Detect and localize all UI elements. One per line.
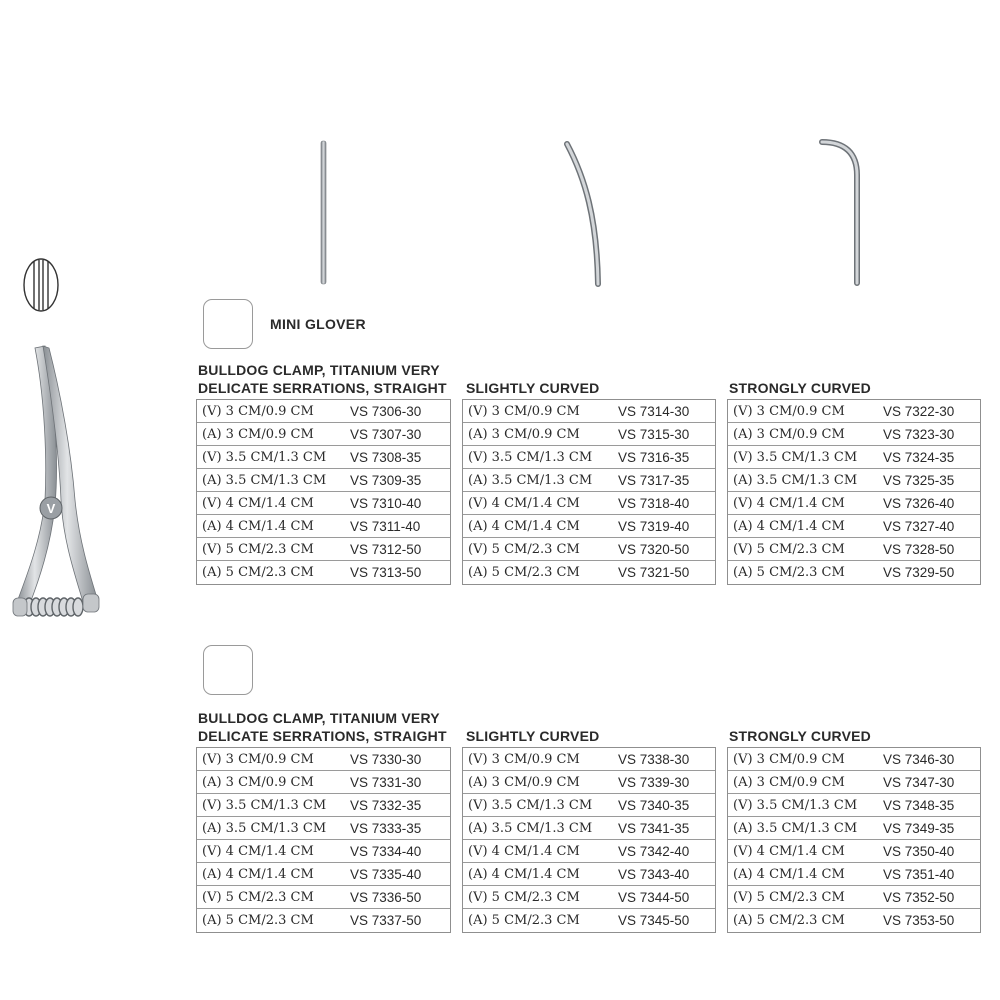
catalog-code-cell: VS 7308-35 [350,449,422,465]
size-cell: (V) 4 CM/1.4 CM [468,495,580,511]
table-row [463,886,715,909]
catalog-code-cell: VS 7327-40 [883,518,955,534]
jaw-cross-section-icon [22,256,62,316]
size-cell: (A) 3 CM/0.9 CM [468,426,580,442]
product-image-placeholder-1 [203,299,253,349]
size-cell: (A) 3.5 CM/1.3 CM [202,820,327,836]
catalog-code-cell: VS 7329-50 [883,565,955,580]
table-row [463,400,715,423]
catalog-code-cell: VS 7310-40 [350,495,422,511]
catalog-code-cell: VS 7318-40 [618,495,690,511]
catalog-code-cell: VS 7351-40 [883,866,955,882]
table-row [728,538,980,561]
table-row [728,840,980,863]
column-heading-line1: BULLDOG CLAMP, TITANIUM VERY [198,362,440,378]
table-row [197,863,450,886]
catalog-code-cell: VS 7334-40 [350,843,422,859]
size-cell: (A) 3.5 CM/1.3 CM [733,472,858,488]
size-cell: (A) 4 CM/1.4 CM [468,518,580,534]
catalog-code-cell: VS 7348-35 [883,797,955,813]
size-cell: (V) 4 CM/1.4 CM [733,843,845,859]
table-row [728,469,980,492]
spec-table-slightly-curved-2 [462,747,716,933]
size-cell: (A) 3.5 CM/1.3 CM [468,820,593,836]
catalog-code-cell: VS 7353-50 [883,913,955,928]
column-heading-line1: BULLDOG CLAMP, TITANIUM VERY [198,710,440,726]
table-row [463,794,715,817]
table-row [197,492,450,515]
spec-table-strongly-curved-2 [727,747,981,933]
table-row [197,886,450,909]
catalog-code-cell: VS 7307-30 [350,426,422,442]
table-row [728,771,980,794]
size-cell: (V) 5 CM/2.3 CM [202,541,314,557]
size-cell: (V) 5 CM/2.3 CM [733,889,845,905]
spec-table-slightly-curved-1 [462,399,716,585]
size-cell: (A) 3.5 CM/1.3 CM [468,472,593,488]
catalog-code-cell: VS 7330-30 [350,751,422,767]
catalog-code-cell: VS 7335-40 [350,866,422,882]
size-cell: (A) 5 CM/2.3 CM [202,913,314,928]
catalog-code-cell: VS 7337-50 [350,913,422,928]
size-cell: (V) 3 CM/0.9 CM [733,751,845,767]
size-cell: (A) 3.5 CM/1.3 CM [202,472,327,488]
size-cell: (V) 3 CM/0.9 CM [202,403,314,419]
size-cell: (V) 5 CM/2.3 CM [733,541,845,557]
size-cell: (V) 3 CM/0.9 CM [468,403,580,419]
size-cell: (V) 3.5 CM/1.3 CM [468,449,593,465]
table-row [728,748,980,771]
size-cell: (A) 4 CM/1.4 CM [468,866,580,882]
table-row [197,840,450,863]
size-cell: (V) 4 CM/1.4 CM [733,495,845,511]
table-row [463,515,715,538]
catalog-code-cell: VS 7336-50 [350,889,422,905]
size-cell: (A) 3.5 CM/1.3 CM [733,820,858,836]
table-row [728,886,980,909]
size-cell: (V) 3.5 CM/1.3 CM [202,797,327,813]
size-cell: (V) 3 CM/0.9 CM [202,751,314,767]
size-cell: (V) 3.5 CM/1.3 CM [468,797,593,813]
column-heading-slightly-curved-2 [466,727,599,745]
size-cell: (A) 4 CM/1.4 CM [733,866,845,882]
size-cell: (A) 3 CM/0.9 CM [733,774,845,790]
catalog-code-cell: VS 7349-35 [883,820,955,836]
catalog-code-cell: VS 7338-30 [618,751,690,767]
size-cell: (V) 5 CM/2.3 CM [468,889,580,905]
table-row [728,561,980,584]
table-row [463,748,715,771]
table-row [728,492,980,515]
catalog-code-cell: VS 7352-50 [883,889,955,905]
table-row [463,423,715,446]
bulldog-clamp-illustration [5,340,105,630]
table-row [728,400,980,423]
catalog-code-cell: VS 7342-40 [618,843,690,859]
size-cell: (A) 4 CM/1.4 CM [733,518,845,534]
table-row [463,863,715,886]
catalog-code-cell: VS 7339-30 [618,774,690,790]
catalog-code-cell: VS 7321-50 [618,565,690,580]
clamp-badge-letter: V [46,501,56,516]
spec-table-straight-1 [196,399,451,585]
catalog-code-cell: VS 7344-50 [618,889,690,905]
product-image-placeholder-2 [203,645,253,695]
section-name-1: MINI GLOVER [270,316,366,332]
catalog-code-cell: VS 7340-35 [618,797,690,813]
column-heading-line2: STRONGLY CURVED [729,728,871,744]
catalog-code-cell: VS 7347-30 [883,774,955,790]
table-row [463,909,715,932]
size-cell: (A) 5 CM/2.3 CM [733,565,845,580]
table-row [197,794,450,817]
catalog-code-cell: VS 7322-30 [883,403,955,419]
column-heading-straight-1 [198,361,447,397]
size-cell: (V) 4 CM/1.4 CM [202,843,314,859]
column-heading-strongly-curved-1 [729,379,871,397]
table-row [728,515,980,538]
table-row [197,423,450,446]
size-cell: (A) 4 CM/1.4 CM [202,866,314,882]
spec-table-strongly-curved-1 [727,399,981,585]
size-cell: (V) 3 CM/0.9 CM [468,751,580,767]
table-row [197,561,450,584]
table-row [463,817,715,840]
table-row [463,538,715,561]
size-cell: (V) 3.5 CM/1.3 CM [733,449,858,465]
size-cell: (V) 4 CM/1.4 CM [468,843,580,859]
catalog-code-cell: VS 7323-30 [883,426,955,442]
column-heading-line2: DELICATE SERRATIONS, STRAIGHT [198,380,447,396]
table-row [463,469,715,492]
column-heading-line2: DELICATE SERRATIONS, STRAIGHT [198,728,447,744]
catalog-code-cell: VS 7331-30 [350,774,422,790]
size-cell: (V) 5 CM/2.3 CM [468,541,580,557]
table-row [197,771,450,794]
catalog-code-cell: VS 7317-35 [618,472,690,488]
size-cell: (V) 3.5 CM/1.3 CM [202,449,327,465]
table-row [197,817,450,840]
table-row [463,840,715,863]
table-row [197,469,450,492]
size-cell: (V) 4 CM/1.4 CM [202,495,314,511]
column-heading-line2: SLIGHTLY CURVED [466,380,600,396]
size-cell: (A) 5 CM/2.3 CM [733,913,845,928]
catalog-code-cell: VS 7345-50 [618,913,690,928]
table-row [197,515,450,538]
catalog-code-cell: VS 7306-30 [350,403,422,419]
size-cell: (V) 3.5 CM/1.3 CM [733,797,858,813]
table-row [197,400,450,423]
table-row [197,909,450,932]
straight-jaw-illustration [314,138,334,288]
catalog-code-cell: VS 7316-35 [618,449,690,465]
catalog-code-cell: VS 7315-30 [618,426,690,442]
catalog-code-cell: VS 7312-50 [350,541,422,557]
catalog-code-cell: VS 7328-50 [883,541,955,557]
size-cell: (A) 3 CM/0.9 CM [468,774,580,790]
table-row [463,492,715,515]
size-cell: (V) 5 CM/2.3 CM [202,889,314,905]
size-cell: (A) 4 CM/1.4 CM [202,518,314,534]
catalog-code-cell: VS 7346-30 [883,751,955,767]
catalog-code-cell: VS 7309-35 [350,472,422,488]
strongly-curved-jaw-illustration [815,135,875,285]
size-cell: (A) 3 CM/0.9 CM [733,426,845,442]
table-row [728,446,980,469]
column-heading-straight-2 [198,709,447,745]
catalog-code-cell: VS 7325-35 [883,472,955,488]
column-heading-line2: STRONGLY CURVED [729,380,871,396]
table-row [197,446,450,469]
catalog-code-cell: VS 7311-40 [350,518,421,534]
size-cell: (A) 5 CM/2.3 CM [468,565,580,580]
size-cell: (A) 3 CM/0.9 CM [202,426,314,442]
catalog-code-cell: VS 7332-35 [350,797,422,813]
catalog-code-cell: VS 7333-35 [350,820,422,836]
column-heading-strongly-curved-2 [729,727,871,745]
size-cell: (A) 5 CM/2.3 CM [202,565,314,580]
table-row [463,561,715,584]
table-row [728,817,980,840]
size-cell: (V) 3 CM/0.9 CM [733,403,845,419]
size-cell: (A) 5 CM/2.3 CM [468,913,580,928]
table-row [463,446,715,469]
catalog-code-cell: VS 7319-40 [618,518,690,534]
table-row [197,748,450,771]
table-row [463,771,715,794]
table-row [728,863,980,886]
slightly-curved-jaw-illustration [555,138,615,288]
catalog-code-cell: VS 7314-30 [618,403,690,419]
column-heading-line2: SLIGHTLY CURVED [466,728,600,744]
catalog-code-cell: VS 7341-35 [618,820,690,836]
catalog-code-cell: VS 7326-40 [883,495,955,511]
catalog-code-cell: VS 7343-40 [618,866,690,882]
table-row [728,423,980,446]
catalog-code-cell: VS 7324-35 [883,449,955,465]
catalog-code-cell: VS 7350-40 [883,843,955,859]
spec-table-straight-2 [196,747,451,933]
table-row [197,538,450,561]
size-cell: (A) 3 CM/0.9 CM [202,774,314,790]
catalog-code-cell: VS 7313-50 [350,565,422,580]
catalog-code-cell: VS 7320-50 [618,541,690,557]
column-heading-slightly-curved-1 [466,379,599,397]
table-row [728,909,980,932]
table-row [728,794,980,817]
